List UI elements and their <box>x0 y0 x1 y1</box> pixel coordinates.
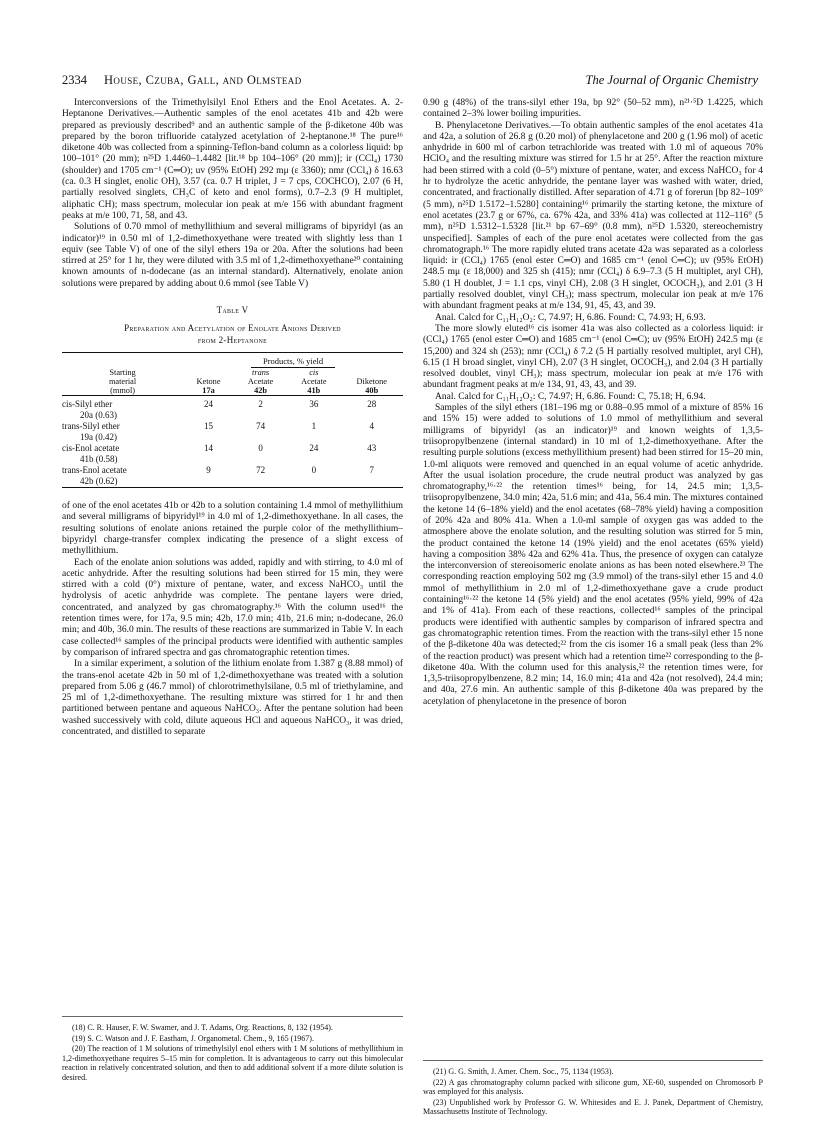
footnote: (21) G. G. Smith, J. Amer. Chem. Soc., 75, 1134 (1953). <box>433 1067 614 1076</box>
cell-ketone: 15 <box>204 421 214 432</box>
table-v <box>62 304 403 491</box>
cell-ketone: 24 <box>204 399 214 410</box>
footnote: (19) S. C. Watson and J. F. Eastham, J. Organometal. Chem., 9, 165 (1967). <box>72 1033 314 1043</box>
footnote: (23) Unpublished work by Professor G. W. Whitesides and E. J. Panek, Department of Chemistry, Massachusetts Institute of Technology. <box>423 1097 763 1117</box>
table-title-line: Preparation and Acetylation of Enolate Anions Derived <box>124 323 341 334</box>
paragraph: Anal. Calcd for C₁₁H₁₂O₂: C, 74.97; H, 6.86. Found: C, 75.18; H, 6.94. <box>435 391 706 402</box>
table-row-sub <box>62 454 403 465</box>
cell-cis-acetate: 24 <box>309 443 319 454</box>
paragraph: Anal. Calcd for C₁₁H₁₂O₂: C, 74.97; H, 6.86. Found: C, 74.93; H, 6.93. <box>435 312 706 323</box>
paragraph: Solutions of 0.70 mmol of methyllithium and several milligrams of bipyridyl (as an indicator)¹⁹ in 0.50 ml of 1,2-dimethoxyethane were treated with slightly less than 1 equiv (see Table V) of one of the silyl ethers 19a or 20a. After the solutions had been stirred at 25° for 1 hr, they were diluted with 3.5 ml of 1,2-dimethoxyethane²⁰ containing known amounts of n-dodecane (as an internal standard). Alternatively, enolate anion solutions were prepared by adding about 0.6 mmol (see Table V) <box>62 222 403 289</box>
cell-trans-acetate: 74 <box>256 421 266 432</box>
table-row <box>62 443 403 454</box>
cell-diketone: 43 <box>367 443 377 454</box>
cell-diketone: 7 <box>369 465 374 476</box>
row-label: trans-Enol acetate <box>62 465 127 476</box>
paragraph: Interconversions of the Trimethylsilyl Enol Ethers and the Enol Acetates. A. 2-Heptanone Derivatives.—Authentic samples of the enol acetates 41b and 42b were prepared as previously described⁹ and an authentic sample of the β-diketone 40b was prepared by the boron trifluoride catalyzed acetylation of 2-heptanone.¹⁸ The pure¹⁶ diketone 40b was collected from a spinning-Teflon-band column as a colorless liquid: bp 100–101° (20 mm); n²⁵D 1.4460–1.4482 [lit.¹⁸ bp 104–106° (20 mm)]; ir (CCl₄) 1730 (shoulder) and 1705 cm⁻¹ (C═O); uv (95% EtOH) 292 mμ (ε 3360); nmr (CCl₄) δ 16.63 (ca. 0.3 H singlet, enolic OH), 3.57 (ca. 0.7 H triplet, J = 7 cps, COCHCO), 2.07 (6 H, partially resolved singlets, CH₃C of keto and enol forms), 0.7–2.3 (9 H multiplet, aliphatic CH); mass spectrum, molecular ion peak at m/e 156 with abundant fragment peaks at m/e 100, 71, 58, and 43. <box>62 98 403 221</box>
paragraph: B. Phenylacetone Derivatives.—To obtain authentic samples of the enol acetates 41a and 42a, a solution of 26.8 g (0.20 mol) of phenylacetone and 200 g (1.96 mol) of acetic anhydride in 600 ml of carbon tetrachloride was treated with 1.0 ml of aqueous 70% HClO₄ and the resulting mixture was stirred for 1.5 hr at 25°. After the reaction mixture had been stirred with a cold (0–5°) mixture of pentane, water, and excess NaHCO₃ for 4 hr to hydrolyze the acetic anhydride, the pentane layer was washed with water, dried, concentrated, and fractionally distilled. After separation of 4.71 g of forerun [bp 82–109° (5 mm), n²⁵D 1.5172–1.5280] containing¹⁶ primarily the starting ketone, the mixture of enol acetates (23.7 g or 67%, ca. 67% 42a, and 33% 41a) was collected at 112–116° (5 mm), n²⁵D 1.5312–1.5328 [lit.²¹ bp 67–69° (0.8 mm), n²⁵D 1.5320, stereochemistry unspecified]. Samples of each of the pure enol acetates were collected from the gas chromatograph.¹⁶ The more rapidly eluted trans acetate 42a was separated as a colorless liquid: ir (CCl₄) 1765 (enol ester C═O) and 1685 cm⁻¹ (enol C═C); uv (95% EtOH) 248.5 mμ (ε 18,000) and 325 sh (415); nmr (CCl₄) δ 6.9–7.3 (5 H multiplet, aryl CH), 5.80 (1 H doublet, J = 1.1 cps, vinyl CH), 2.08 (3 H singlet, OCOCH₃), and 2.01 (3 H partially resolved doublet, vinyl CH₃); mass spectrum, molecular ion peak at m/e 176 with abundant fragment peaks at m/e 134, 91, 45, 43, and 39. <box>423 120 763 312</box>
table-row-sub <box>62 432 403 443</box>
data-table <box>62 352 403 491</box>
paragraph: Each of the enolate anion solutions was added, rapidly and with stirring, to 4.0 ml of acetic anhydride. After the resulting solutions had been stirred for 15 min, they were stirred with a cold (0°) mixture of pentane, water, and excess NaHCO₃ until the hydrolysis of acetic anhydride was complete. The pentane layers were dried, concentrated, and analyzed by gas chromatography.¹⁶ With the column used¹⁶ the retention times were, for 17a, 9.5 min; 42b, 17.0 min; 41b, 21.6 min; n-dodecane, 26.0 min; and 40b, 36.0 min. The results of these reactions are summarized in Table V. In each case collected¹⁶ samples of the principal products were identified with authentic samples by comparison of infrared spectra and gas chromatographic retention times. <box>62 557 403 658</box>
cell-trans-acetate: 72 <box>256 465 266 476</box>
cell-cis-acetate: 0 <box>311 465 317 476</box>
col-header-ketone: Ketone 17a <box>196 377 221 396</box>
footnotes-right <box>423 1060 763 1118</box>
right-column <box>423 98 763 708</box>
table-caption <box>62 304 403 346</box>
table-label: Table V <box>216 305 249 316</box>
paragraph: of one of the enol acetates 41b or 42b to a solution containing 1.4 mmol of methyllithium and several milligrams of bipyridyl¹⁹ in 4.0 ml of 1,2-dimethoxyethane. In all cases, the resulting solutions of enolate anions retained the purple color of the methyllithium–bipyridyl charge-transfer complex indicating the presence of a slight excess of methyllithium. <box>62 501 403 557</box>
page-number: 2334 <box>62 73 87 87</box>
page-header <box>62 73 758 91</box>
paragraph: Samples of the silyl ethers (181–196 mg or 0.88–0.95 mmol of a mixture of 85% 16 and 15% 15) were added to solutions of 1.0 mmol of methyllithium and several milligrams of bipyridyl (as an indicator)¹⁹ and known weights of 1,3,5-triisopropylbenzene (internal standard) in 10 ml of 1,2-dimethoxyethane. After the resulting purple solutions (excess methyllithium present) had been stirred for 15–20 min, 1.0-ml aliquots were removed and quenched in an equal volume of acetic anhydride. After the usual isolation procedure, the crude neutral product was analyzed by gas chromatography,¹⁶·²² the retention times¹⁶ being, for 14, 24.5 min; 1,3,5-triisopropylbenzene, 34.0 min; 42a, 51.6 min; and 41a, 56.4 min. The mixtures contained the ketone 14 (6–18% yield) and the enol acetates (68–78% yield) having a composition of 20% 42a and 80% 41a. When a 1.0-ml sample of oxygen gas was added to the atmosphere above the enolate solution, and the resulting solution was stirred for 5 min, the product contained the ketone 14 (19% yield) and the enol acetates (65% yield) having a composition 38% 42a and 62% 41a. Thus, the presence of oxygen can catalyze the interconversion of stereoisomeric enolate anions as has been noted elsewhere.²³ The corresponding reaction employing 502 mg (3.9 mmol) of the trans-silyl ether 15 and 4.0 mmol of methyllithium in 2.0 ml of 1,2-dimethoxyethane gave a crude product containing¹⁶·²² the ketone 14 (5% yield) and the enol acetates (95% yield, 99% of 42a and 1% of 41a). From each of these reactions, collected¹⁶ samples of the principal products were identified with authentic samples by comparison of infrared spectra and gas chromatographic retention times. From the reaction with the trans-silyl ether 15 none of the β-diketone 40a was detected;²² from the cis isomer 16 a small peak (less than 2% of the reaction product) was present which had a retention time²² corresponding to the β-diketone 40a. With the column used for this analysis,²² the retention times were, for 1,3,5-triisopropylbenzene, 8.2 min; 14, 16.0 min; 41a and 42a (not resolved), 24.4 min; and 40a, 27.6 min. An authentic sample of this β-diketone 40a was prepared by the acetylation of phenylacetone in the presence of boron <box>423 403 763 707</box>
footnote: (22) A gas chromatography column packed with silicone gum, XE-60, suspended on Chromosorb P was employed for this analysis. <box>423 1077 763 1097</box>
col-header-diketone: Diketone 40b <box>356 377 387 396</box>
table-row <box>62 465 403 476</box>
paragraph: The more slowly eluted¹⁶ cis isomer 41a was also collected as a colorless liquid: ir (CCl₄) 1765 (enol ester C═O) and 1685 cm⁻¹ (enol C═C); uv (95% EtOH) 242.5 mμ (ε 15,200) and 324 sh (253); nmr (CCl₄) δ 7.2 (5 H partially resolved multiplet, aryl CH), 6.15 (1 H broad singlet, vinyl CH), 2.07 (3 H singlet, OCOCH₃), and 2.04 (3 H partially resolved doublet, vinyl CH₃); mass spectrum, molecular ion peak at m/e 176 with abundant fragment peaks at m/e 134, 91, 43, 43, and 39. <box>423 323 763 391</box>
col-header-trans: trans Acetate 42b <box>247 368 274 396</box>
cell-trans-acetate: 2 <box>258 399 263 410</box>
table-row <box>62 399 403 410</box>
left-column <box>62 98 403 738</box>
paragraph: 0.90 g (48%) of the trans-silyl ether 19a, bp 92° (50–52 mm), n²¹·⁵D 1.4225, which contained 2–3% lower boiling impurities. <box>423 98 763 120</box>
cell-diketone: 4 <box>369 421 374 432</box>
cell-diketone: 28 <box>367 399 377 410</box>
row-sublabel: 42b (0.62) <box>80 476 118 487</box>
row-label: cis-Enol acetate <box>62 443 120 454</box>
row-sublabel: 19a (0.42) <box>80 432 117 443</box>
table-row <box>62 421 403 432</box>
group-header: Products, % yield <box>183 356 403 368</box>
journal-title: The Journal of Organic Chemistry <box>585 73 758 87</box>
cell-cis-acetate: 36 <box>309 399 319 410</box>
footnote: (20) The reaction of 1 M solutions of trimethylsilyl enol ethers with 1 M solutions of methyllithium in 1,2-dimethoxyethane requires 5–15 min for completion. It is advantageous to carry out this bimolecular reaction in relatively concentrated solution, and then to add additional solvent if a more dilute solution is desired. <box>62 1044 403 1082</box>
col-header-starting: Starting material (mmol) <box>108 368 137 396</box>
col-header-cis: cis Acetate 41b <box>301 368 327 396</box>
footnote: (18) C. R. Hauser, F. W. Swamer, and J. T. Adams, Org. Reactions, 8, 132 (1954). <box>72 1023 333 1032</box>
table-row-sub <box>62 476 403 488</box>
footnotes-left <box>62 1016 403 1084</box>
row-label: trans-Silyl ether <box>62 421 120 432</box>
table-row-sub <box>62 410 403 421</box>
running-authors: House, Czuba, Gall, and Olmstead <box>104 73 302 87</box>
cell-ketone: 14 <box>204 443 214 454</box>
row-sublabel: 41b (0.58) <box>80 454 118 465</box>
row-sublabel: 20a (0.63) <box>80 410 117 421</box>
paragraph: In a similar experiment, a solution of the lithium enolate from 1.387 g (8.88 mmol) of the trans-enol acetate 42b in 50 ml of 1,2-dimethoxyethane was treated with a solution prepared from 5.06 g (46.7 mmol) of chlorotrimethylsilane, 0.5 ml of triethylamine, and 25 ml of 1,2-dimethoxyethane. The resulting mixture was stirred for 1 hr and then partitioned between pentane and aqueous NaHCO₃. After the pentane solution had been washed successively with cold, dilute aqueous HCl and aqueous NaHCO₃, it was dried, concentrated, and distilled to separate <box>62 659 403 737</box>
cell-trans-acetate: 0 <box>258 443 263 454</box>
table-title-line: from 2-Heptanone <box>197 335 268 346</box>
cell-cis-acetate: 1 <box>311 421 317 432</box>
row-label: cis-Silyl ether <box>62 399 113 410</box>
cell-ketone: 9 <box>206 465 211 476</box>
